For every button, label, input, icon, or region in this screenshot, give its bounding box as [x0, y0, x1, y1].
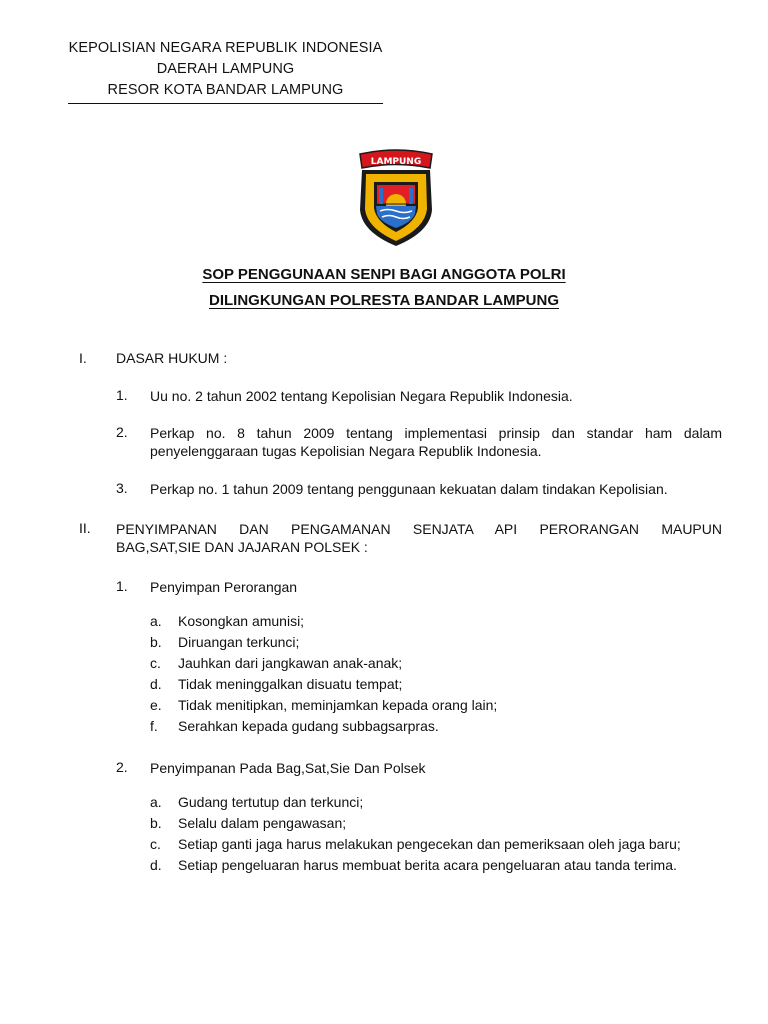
title-line-2: DILINGKUNGAN POLRESTA BANDAR LAMPUNG: [209, 292, 559, 309]
list-letter: e.: [150, 697, 162, 713]
emblem-icon: [354, 148, 438, 248]
sub-list: [150, 611, 722, 737]
list-item: [150, 792, 722, 813]
letterhead-line-2: DAERAH LAMPUNG: [156, 61, 295, 77]
item-text: Uu no. 2 tahun 2002 tentang Kepolisian Negara Republik Indonesia.: [150, 388, 573, 404]
list-letter: a.: [150, 794, 162, 810]
list-text: Serahkan kepada gudang subbagsarpras.: [178, 718, 439, 734]
list-item: [150, 674, 722, 695]
letterhead-line-3: RESOR KOTA BANDAR LAMPUNG: [107, 82, 344, 98]
item-text: Perkap no. 1 tahun 2009 tentang penggunaan kekuatan dalam tindakan Kepolisian.: [150, 481, 668, 497]
section-heading: DASAR HUKUM :: [116, 350, 228, 366]
item-text-line-1: Perkap no. 8 tahun 2009 tentang implementasi prinsip dan standar ham dalam: [150, 425, 722, 441]
emblem-banner-text: LAMPUNG: [370, 157, 422, 167]
list-letter: b.: [150, 815, 162, 831]
list-letter: c.: [150, 836, 161, 852]
sub-list: [150, 792, 722, 876]
list-text: Tidak meninggalkan disuatu tempat;: [178, 676, 403, 692]
polda-lampung-emblem: [354, 148, 438, 248]
list-letter: a.: [150, 613, 162, 629]
list-text: Selalu dalam pengawasan;: [178, 815, 347, 831]
item-number: 1.: [116, 578, 128, 594]
list-letter: d.: [150, 857, 162, 873]
list-letter: b.: [150, 634, 162, 650]
document-title: [0, 262, 768, 314]
list-letter: d.: [150, 676, 162, 692]
section-heading-line-2: BAG,SAT,SIE DAN JAJARAN POLSEK :: [116, 539, 368, 555]
list-item: [150, 611, 722, 632]
section-number: II.: [79, 520, 91, 536]
item-number: 1.: [116, 387, 128, 403]
list-text: Setiap pengeluaran harus membuat berita acara pengeluaran atau tanda terima.: [178, 857, 677, 873]
list-text: Gudang tertutup dan terkunci;: [178, 794, 364, 810]
list-text: Kosongkan amunisi;: [178, 613, 305, 629]
item-number: 3.: [116, 480, 128, 496]
list-letter: c.: [150, 655, 161, 671]
letterhead-line-1: KEPOLISIAN NEGARA REPUBLIK INDONESIA: [68, 40, 383, 56]
list-item: [150, 813, 722, 834]
list-text: Jauhkan dari jangkawan anak-anak;: [178, 655, 403, 671]
letterhead: [68, 38, 383, 104]
list-item: [150, 695, 722, 716]
section-heading: [116, 520, 722, 556]
list-item: [150, 855, 722, 876]
title-line-1: SOP PENGGUNAAN SENPI BAGI ANGGOTA POLRI: [202, 266, 566, 283]
item-text-line-2: penyelenggaraan tugas Kepolisian Negara Republik Indonesia.: [150, 443, 542, 459]
list-text: Setiap ganti jaga harus melakukan pengecekan dan pemeriksaan oleh jaga baru;: [178, 836, 681, 852]
item-number: 2.: [116, 759, 128, 775]
section-heading-line-1: PENYIMPANAN DAN PENGAMANAN SENJATA API PERORANGAN MAUPUN: [116, 521, 722, 537]
list-item: [150, 834, 722, 855]
section-number: I.: [79, 350, 87, 366]
list-item: [150, 716, 722, 737]
list-item: [150, 632, 722, 653]
item-number: 2.: [116, 424, 128, 440]
list-text: Diruangan terkunci;: [178, 634, 300, 650]
list-item: [150, 653, 722, 674]
item-text: Penyimpan Perorangan: [150, 579, 298, 595]
list-letter: f.: [150, 718, 158, 734]
letterhead-rule: [68, 103, 383, 104]
item-text: Penyimpanan Pada Bag,Sat,Sie Dan Polsek: [150, 760, 426, 776]
list-text: Tidak menitipkan, meminjamkan kepada orang lain;: [178, 697, 498, 713]
item-text: [150, 424, 722, 460]
